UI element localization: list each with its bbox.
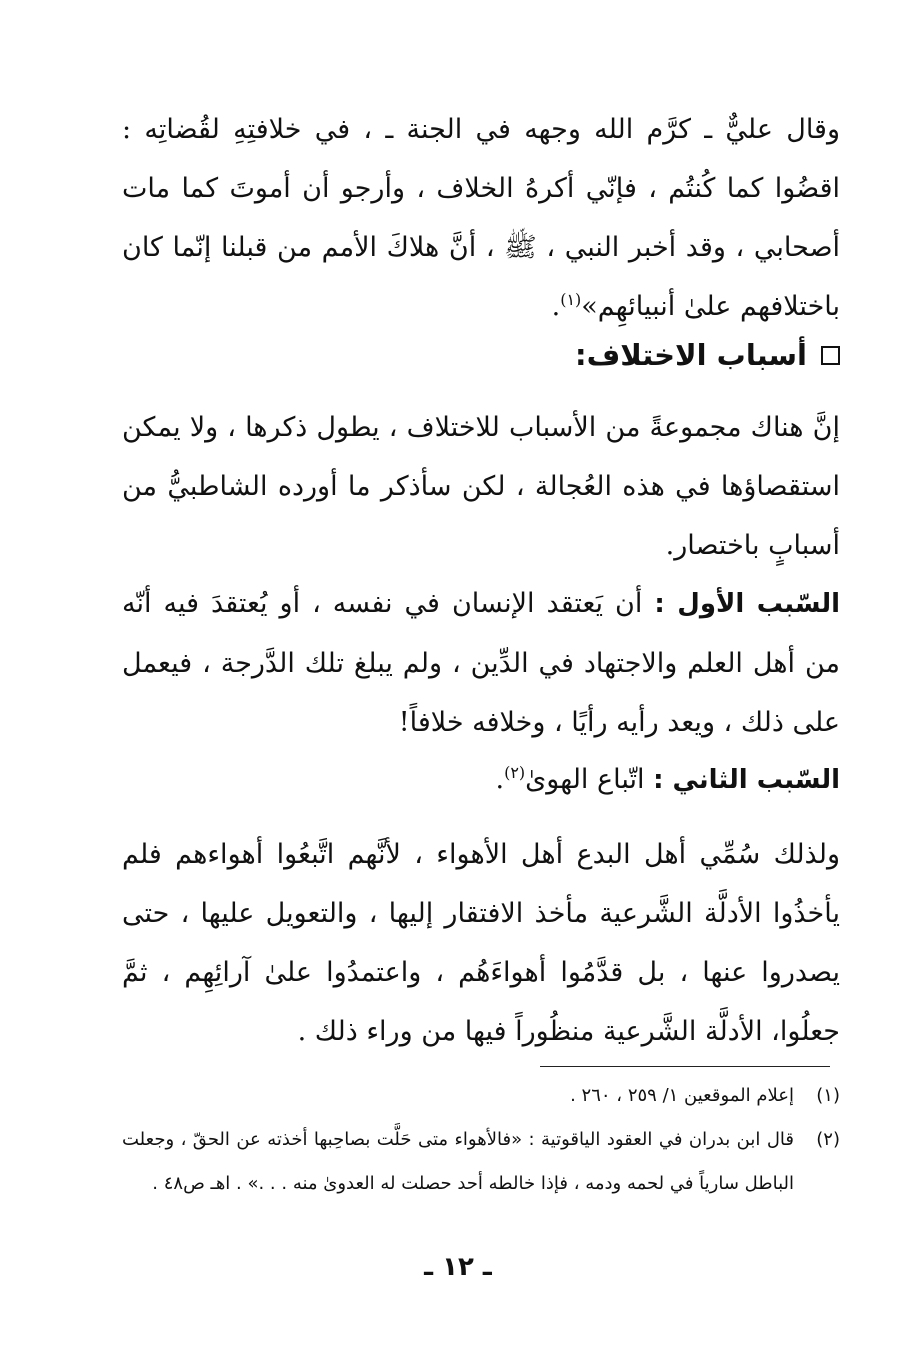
paragraph-text: وقال عليٌّ ـ كرَّم الله وجهه في الجنة ـ ، في خلافتِهِ لقُضاتِه : اقضُوا كما كُنتُم ، فإنّي أكرهُ الخلاف ، وأرجو أن أموتَ كما مات أصحابي ، وقد أخبر النبي ، ﷺ ، أنَّ هلاكَ الأمم من قبلنا إنّما كان باختلافهم علىٰ أنبيائهِم» [122, 114, 840, 322]
paragraph-end: . [495, 764, 505, 795]
square-bullet-icon [821, 346, 840, 365]
paragraph-ali-quote [122, 100, 840, 336]
footnote-number: (١) [816, 1085, 840, 1106]
first-cause-label: السّبب الأول : [654, 589, 840, 619]
paragraph-first-cause [122, 574, 840, 752]
section-heading [122, 333, 840, 377]
footnote-item [122, 1074, 840, 1118]
footnote-item [122, 1118, 840, 1206]
paragraph-intro: إنَّ هناك مجموعةً من الأسباب للاختلاف ، يطول ذكرها ، ولا يمكن استقصاؤها في هذه العُجالة ، لكن سأذكر ما أورده الشاطبيُّ من أسبابٍ باختصار. [122, 412, 840, 561]
first-cause-text: أن يَعتقد الإنسان في نفسه ، أو يُعتقدَ فيه أنّه من أهل العلم والاجتهاد في الدِّين ، ولم يبلغ تلك الدَّرجة ، فيعمل على ذلك ، ويعد رأيه رأيًا ، وخلافه خلافاً! [122, 588, 840, 738]
second-cause-text: اتّباع الهوىٰ [525, 764, 645, 795]
paragraph-end: . [551, 291, 561, 322]
section-heading-text: أسباب الاختلاف: [575, 338, 807, 372]
paragraph-people-of-desires: ولذلك سُمِّي أهل البدع أهل الأهواء ، لأنَّهم اتَّبعُوا أهواءهم فلم يأخذُوا الأدلَّة الشَّرعية مأخذ الافتقار إليها ، والتعويل عليها ، حتى يصدروا عنها ، بل قدَّمُوا أهواءَهُم ، واعتمدُوا علىٰ آرائِهِم ، ثمَّ جعلُوا، الأدلَّة الشَّرعية منظُوراً فيها من وراء ذلك . [122, 839, 840, 1047]
footnote-divider [540, 1066, 830, 1067]
footnote-ref-1[interactable]: (١) [560, 290, 582, 309]
footnote-text: إعلام الموقعين ١/ ٢٥٩ ، ٢٦٠ . [570, 1085, 794, 1106]
footnote-number: (٢) [816, 1129, 840, 1150]
footnote-ref-2[interactable]: (٢) [504, 763, 526, 782]
footnotes [122, 1074, 840, 1206]
second-cause-label: السّبب الثاني : [653, 765, 840, 795]
page-number: ـ ١٢ ـ [424, 1252, 492, 1282]
footnote-text: قال ابن بدران في العقود الياقوتية : «فالأهواء متى حَلَّت بصاحِبها أخذته عن الحقّ ، وجعلت الباطل سارياً في لحمه ودمه ، فإذا خالطه أحد حصلت له العدوىٰ منه . . .» . اهـ ص٤٨ . [122, 1129, 794, 1194]
paragraph-second-cause [122, 750, 840, 810]
